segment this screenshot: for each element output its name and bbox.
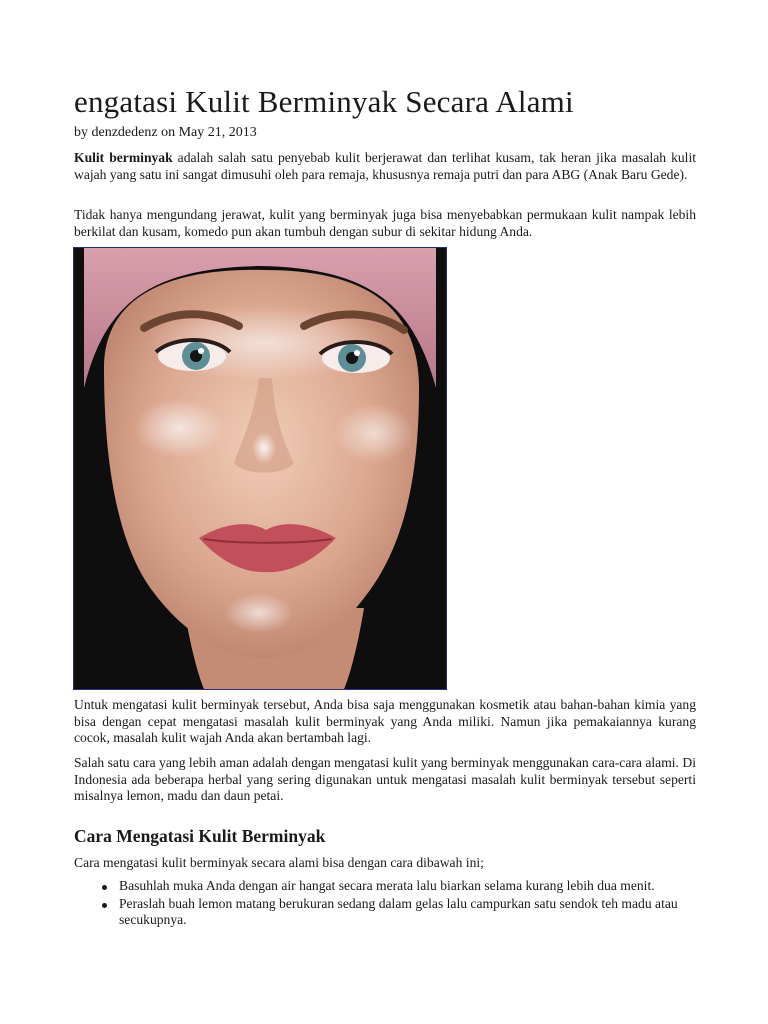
tips-list [74,878,696,930]
intro-bold-term: Kulit berminyak [74,150,173,165]
paragraph-5: Cara mengatasi kulit berminyak secara alami bisa dengan cara dibawah ini; [74,855,484,870]
right-cheek-shine [334,403,414,463]
list-item: Basuhlah muka Anda dengan air hangat secara merata lalu biarkan selama kurang lebih dua menit. [74,878,696,895]
bullet-icon [102,885,107,890]
article-byline: by denzdedenz on May 21, 2013 [74,125,257,140]
article-title: engatasi Kulit Berminyak Secara Alami [74,84,574,119]
paragraph-2: Tidak hanya mengundang jerawat, kulit yang berminyak juga bisa menyebabkan permukaan kulit nampak lebih berkilat dan kusam, komedo pun akan tumbuh dengan subur di sekitar hidung Anda. [74,207,696,239]
nose-shine [252,432,276,464]
chin-shine [224,593,294,633]
section-heading: Cara Mengatasi Kulit Berminyak [74,826,326,846]
oily-skin-face-photo [73,247,447,690]
list-item: Peraslah buah lemon matang berukuran sedang dalam gelas lalu campurkan satu sendok teh madu atau secukupnya. [74,896,696,929]
intro-paragraph [74,150,696,183]
bullet-icon [102,903,107,908]
paragraph-3: Untuk mengatasi kulit berminyak tersebut, Anda bisa saja menggunakan kosmetik atau bahan-bahan kimia yang bisa dengan cepat mengatasi masalah kulit berminyak yang Anda miliki. Namun jika pemakaiannya kurang cocok, masalah kulit wajah Anda akan bertambah lagi. [74,697,696,746]
face-illustration [74,248,446,689]
intro-text: adalah salah satu penyebab kulit berjerawat dan terlihat kusam, tak heran jika masalah kulit wajah yang satu ini sangat dimusuhi oleh para remaja, khususnya remaja putri dan para ABG (Anak Baru Gede). [74,150,696,182]
left-cheek-shine [134,398,224,458]
paragraph-4: Salah satu cara yang lebih aman adalah dengan mengatasi kulit yang berminyak menggunakan cara-cara alami. Di Indonesia ada beberapa herbal yang sering digunakan untuk mengatasi masalah kulit berminyak tersebut seperti misalnya lemon, madu dan daun petai. [74,755,696,804]
